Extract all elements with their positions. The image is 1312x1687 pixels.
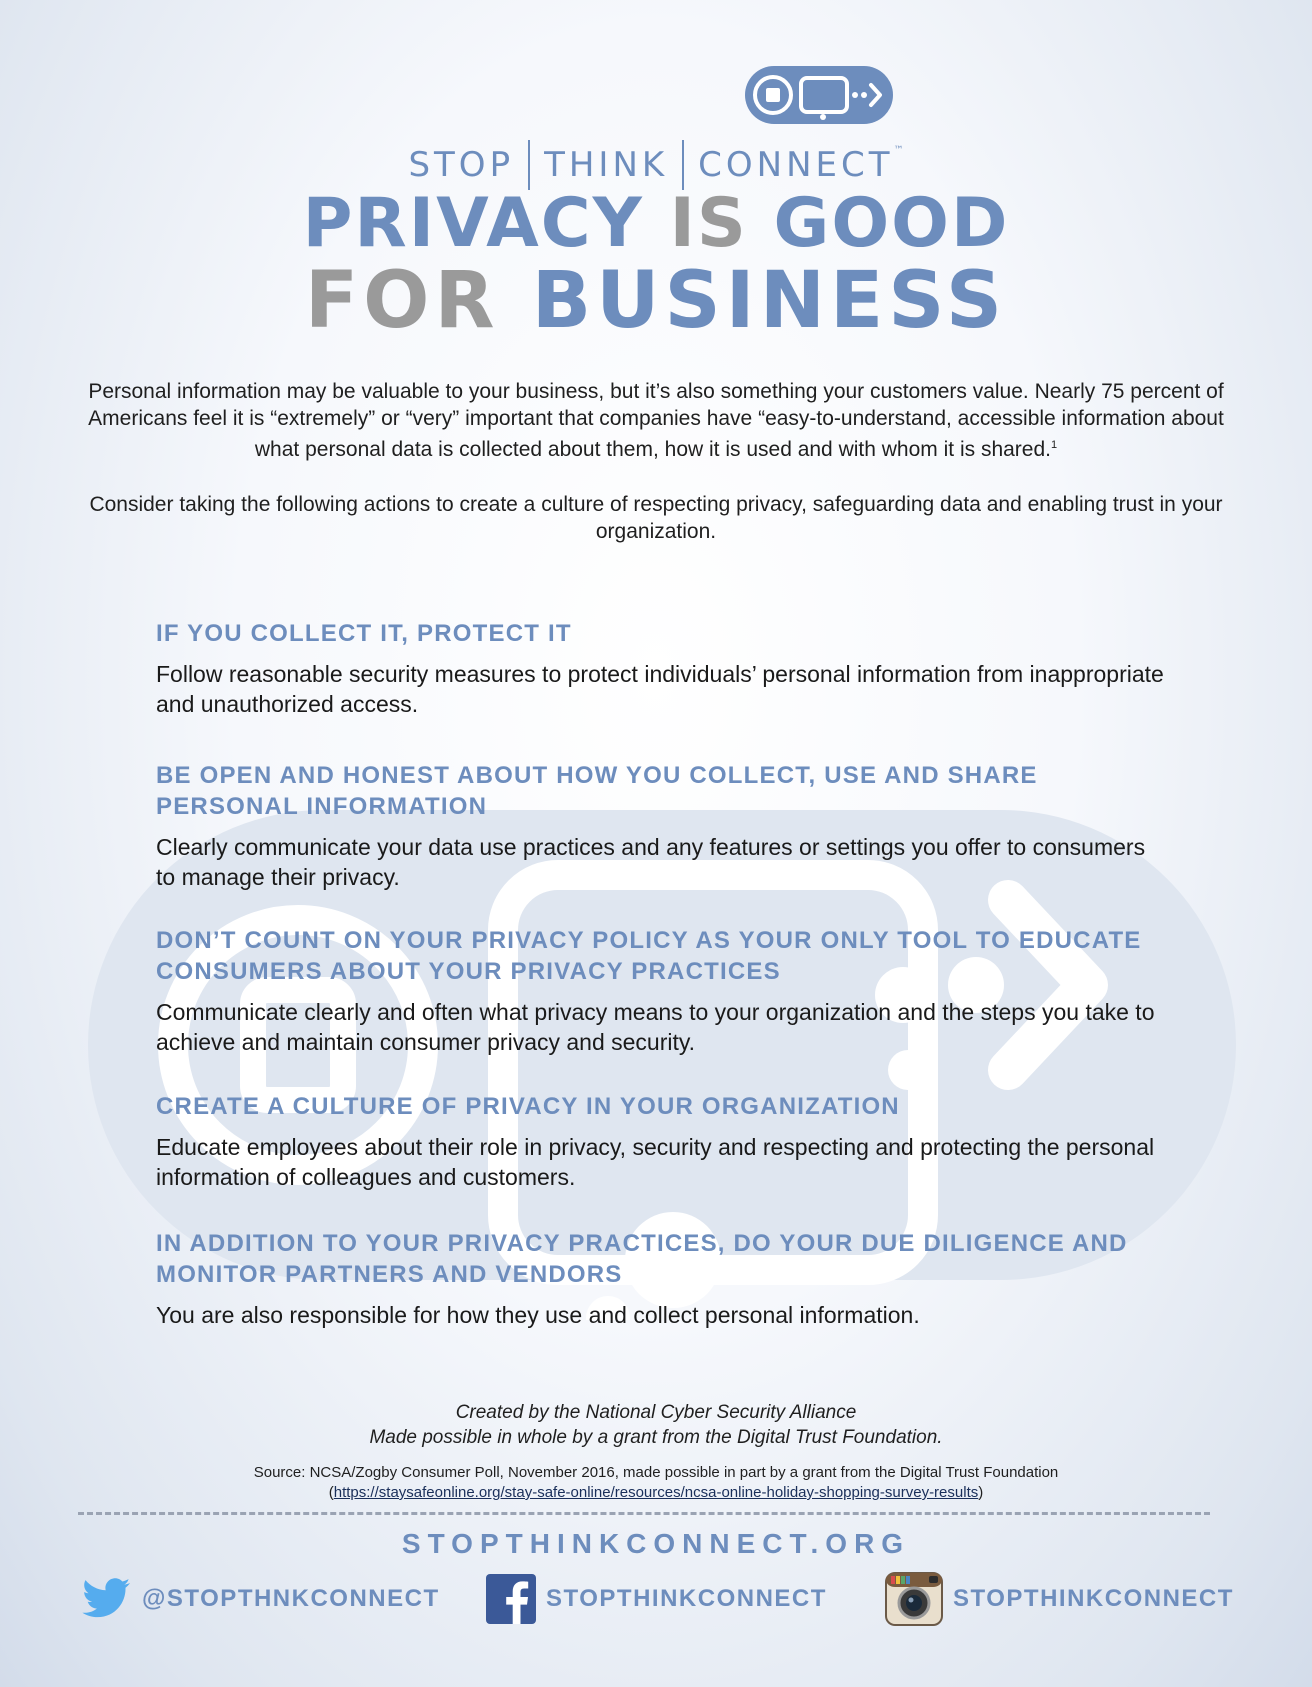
tip-section	[156, 760, 1166, 892]
brand-line	[0, 140, 1312, 190]
headline-word-business: BUSINESS	[531, 256, 1008, 346]
credit-line-1: Created by the National Cyber Security Alliance	[455, 1402, 857, 1423]
headline-word-privacy: PRIVACY	[302, 184, 644, 263]
intro-paragraph-1: Personal information may be valuable to your business, but it’s also something your customers value. Nearly 75 percent of Americans feel it is “extremely” or “very” important that companies have “easy-to-understand, accessible information about what personal data is collected about them, how it is used and with whom it is shared.$^1$	[88, 380, 1224, 461]
headline-word-is: IS	[669, 184, 748, 263]
intro-text	[70, 378, 1242, 573]
trademark-symbol: ™	[893, 145, 904, 156]
dashed-divider	[78, 1512, 1210, 1515]
twitter-handle: @STOPTHNKCONNECT	[142, 1585, 440, 1612]
tip-heading: BE OPEN AND HONEST ABOUT HOW YOU COLLECT, USE AND SHARE PERSONAL INFORMATION	[156, 762, 1038, 820]
tip-section	[156, 1091, 1166, 1192]
headline-word-for: FOR	[304, 256, 500, 346]
brand-word-stop: STOP	[408, 145, 515, 185]
stop-think-connect-logo-icon	[745, 66, 893, 128]
tip-body: Follow reasonable security measures to protect individuals’ personal information from inappropriate and unauthorized access.	[156, 661, 1164, 717]
tip-heading: DON’T COUNT ON YOUR PRIVACY POLICY AS YOUR ONLY TOOL TO EDUCATE CONSUMERS ABOUT YOUR PRIVACY PRACTICES	[156, 927, 1142, 985]
facebook-handle: STOPTHINKCONNECT	[546, 1585, 827, 1612]
tip-heading: IN ADDITION TO YOUR PRIVACY PRACTICES, DO YOUR DUE DILIGENCE AND MONITOR PARTNERS AND VENDORS	[156, 1230, 1128, 1288]
tip-body: You are also responsible for how they use and collect personal information.	[156, 1302, 920, 1328]
tip-body: Communicate clearly and often what privacy means to your organization and the steps you take to achieve and maintain consumer privacy and security.	[156, 999, 1155, 1055]
tip-heading: CREATE A CULTURE OF PRIVACY IN YOUR ORGANIZATION	[156, 1093, 900, 1120]
footnote-marker: 1	[1050, 439, 1058, 451]
instagram-icon	[885, 1572, 943, 1626]
tip-section	[156, 618, 1166, 719]
source-citation	[0, 1463, 1312, 1503]
twitter-bird-icon	[80, 1577, 132, 1621]
tip-heading: IF YOU COLLECT IT, PROTECT IT	[156, 620, 572, 647]
instagram-link[interactable]	[885, 1572, 1234, 1626]
tip-body: Educate employees about their role in privacy, security and respecting and protecting the personal information of colleagues and customers.	[156, 1134, 1155, 1190]
credits	[0, 1400, 1312, 1450]
tip-body: Clearly communicate your data use practices and any features or settings you offer to consumers to manage their privacy.	[156, 834, 1146, 890]
facebook-link[interactable]	[486, 1572, 827, 1626]
source-link[interactable]: https://staysafeonline.org/stay-safe-online/resources/ncsa-online-holiday-shopping-survey-results	[333, 1484, 979, 1501]
headline-word-good: GOOD	[773, 184, 1010, 263]
tip-section	[156, 1228, 1166, 1330]
instagram-handle: STOPTHINKCONNECT	[953, 1585, 1234, 1612]
intro-paragraph-2: Consider taking the following actions to create a culture of respecting privacy, safeguarding data and enabling trust in your organization.	[89, 493, 1223, 543]
brand-word-connect: CONNECT™	[698, 145, 904, 185]
source-text: Source: NCSA/Zogby Consumer Poll, November 2016, made possible in part by a grant from the Digital Trust Foundation	[253, 1464, 1059, 1481]
facebook-icon	[486, 1574, 536, 1624]
tip-section	[156, 925, 1166, 1057]
credit-line-2: Made possible in whole by a grant from the Digital Trust Foundation.	[369, 1427, 943, 1448]
page-title	[0, 184, 1312, 346]
source-url-line: (https://staysafeonline.org/stay-safe-online/resources/ncsa-online-holiday-shopping-survey-results)	[328, 1484, 984, 1501]
website-link[interactable]: STOPTHINKCONNECT.ORG	[401, 1528, 911, 1559]
twitter-link[interactable]	[80, 1572, 440, 1626]
brand-word-think: THINK	[544, 145, 669, 185]
